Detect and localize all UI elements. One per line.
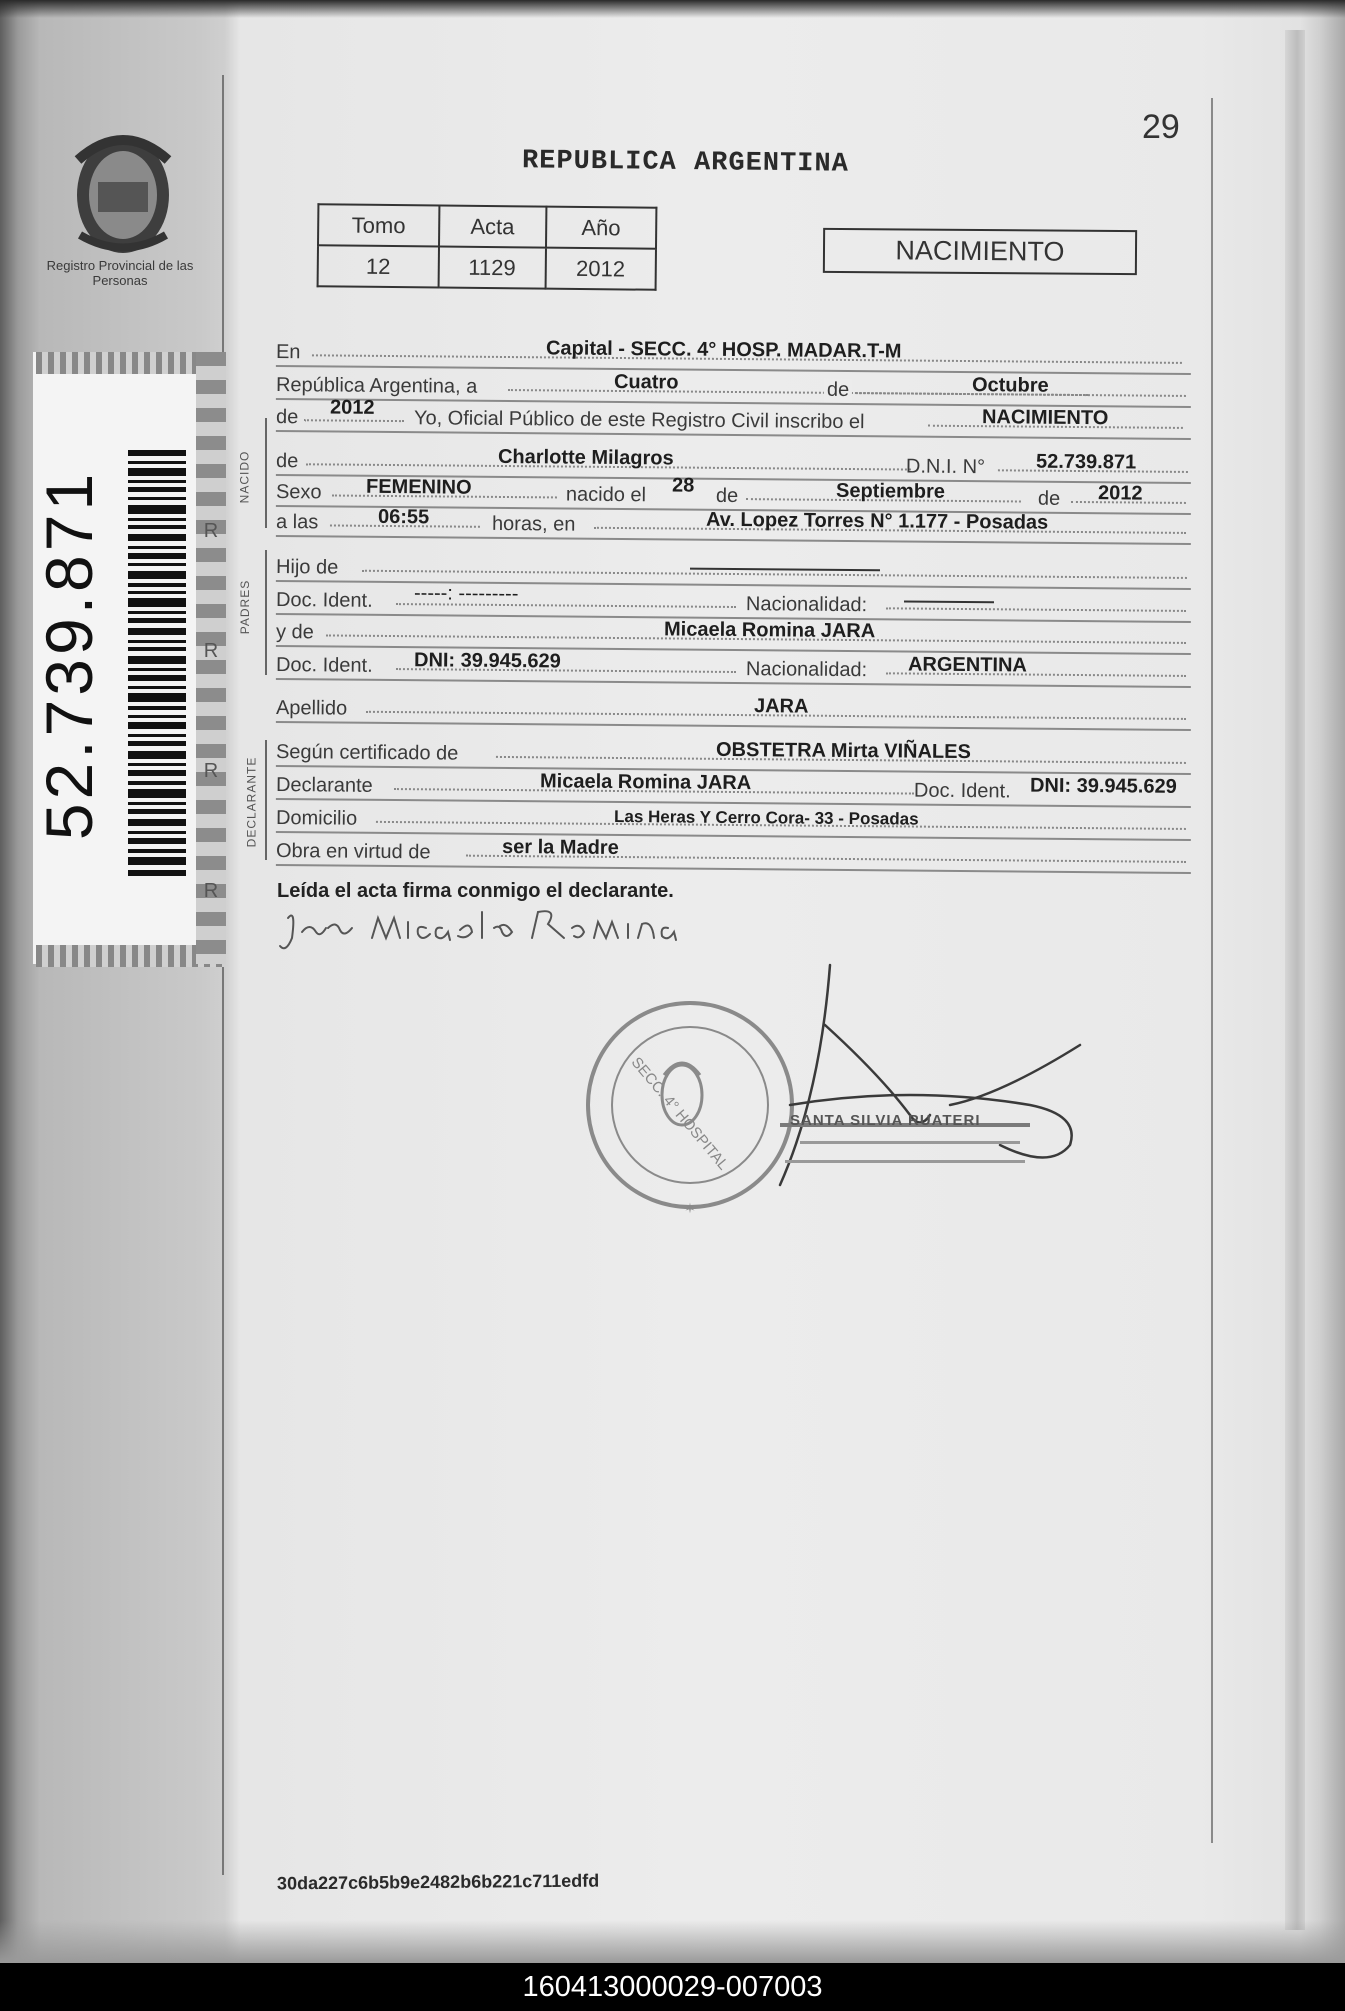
birth-day: 28 [671, 474, 695, 497]
hijo-label: Hijo de [275, 556, 339, 579]
obra-value: ser la Madre [501, 835, 619, 859]
hologram-r-icon: R [203, 640, 219, 662]
domicilio-label: Domicilio [275, 807, 358, 830]
birth-month: Septiembre [835, 479, 946, 503]
section-bar-nacido [265, 418, 267, 528]
section-bar-padres [265, 550, 267, 675]
dotted-line [886, 607, 1186, 612]
blank-dash [690, 568, 880, 572]
record-header-acta: Acta [439, 205, 546, 247]
section-label-nacido: NACIDO [237, 450, 252, 504]
hora-label: a las [275, 511, 319, 534]
record-value-acta: 1129 [438, 246, 545, 288]
year-prefix: de [275, 406, 299, 429]
inscribe-value: NACIMIENTO [981, 406, 1109, 430]
section-label-declarante: DECLARANTE [244, 756, 259, 848]
top-shadow [0, 0, 1345, 18]
en-value: Capital - SECC. 4° HOSP. MADAR.T-M [545, 337, 902, 363]
section-label-padres: PADRES [238, 579, 253, 635]
page-bottom-shadow [0, 1920, 1345, 1963]
hologram-r-icon: R [203, 520, 219, 542]
nac2-value: ARGENTINA [907, 653, 1028, 677]
doc2-label: Doc. Ident. [275, 654, 373, 677]
record-header-tomo: Tomo [318, 204, 439, 246]
nac2-label: Nacionalidad: [745, 658, 868, 682]
republica-label: República Argentina, a [275, 374, 478, 398]
de-label: de [824, 379, 852, 402]
footer-code: 160413000029-007003 [522, 1971, 823, 2003]
declarante-label: Declarante [275, 774, 373, 797]
frame-line [1211, 98, 1213, 1843]
coat-of-arms-icon [58, 120, 188, 260]
declarante-value: Micaela Romina JARA [539, 770, 752, 795]
doc1-label: Doc. Ident. [275, 589, 373, 612]
en-label: En [275, 341, 301, 364]
sticker-id-number [34, 390, 104, 920]
record-table-header-row [318, 204, 656, 249]
svg-text:✶: ✶ [684, 1200, 696, 1216]
nac1-label: Nacionalidad: [745, 593, 868, 617]
officer-stamp-name: SANTA SILVIA RUATERI [790, 1112, 981, 1129]
sexo-label: Sexo [275, 481, 322, 504]
spine-line [222, 75, 224, 1875]
record-table-value-row [318, 245, 656, 290]
apellido-label: Apellido [275, 697, 348, 720]
record-table [317, 203, 658, 291]
obra-label: Obra en virtud de [275, 840, 431, 864]
year-value: 2012 [329, 396, 375, 419]
record-header-anio: Año [546, 207, 657, 249]
hologram-r-icon: R [203, 760, 219, 782]
page-edge [1285, 30, 1305, 1930]
dni-label: D.N.I. N° [905, 455, 986, 479]
footer-code-bar [0, 1963, 1345, 2011]
month-word: Octubre [971, 374, 1049, 397]
document-hash: 30da227c6b5b9e2482b6b221c711edfd [276, 1870, 600, 1894]
coat-of-arms-label: Registro Provincial de las Personas [46, 258, 194, 288]
act-type-box: NACIMIENTO [823, 228, 1137, 275]
barcode-icon [128, 450, 186, 880]
hora-value: 06:55 [377, 505, 430, 529]
doc1-value: -----: --------- [413, 582, 519, 606]
horas-label: horas, en [491, 512, 576, 536]
nacido-label: nacido el [565, 483, 647, 507]
birth-de-label: de [715, 484, 739, 508]
certificado-value: OBSTETRA Mirta VIÑALES [715, 738, 971, 764]
section-bar-declarante [265, 740, 267, 860]
official-stamp [580, 955, 1120, 1225]
lugar-value: Av. Lopez Torres N° 1.177 - Posadas [705, 508, 1049, 534]
doc2-value: DNI: 39.945.629 [413, 649, 561, 673]
child-name: Charlotte Milagros [497, 445, 674, 470]
madre-name: Micaela Romina JARA [663, 618, 876, 643]
child-de-label: de [275, 450, 299, 473]
declarant-signature [276, 898, 706, 958]
domicilio-value: Las Heras Y Cerro Cora- 33 - Posadas [613, 806, 919, 829]
sticker-id-text: 52.739.871 [32, 469, 106, 841]
page-number: 29 [1142, 108, 1180, 146]
doc-decl-value: DNI: 39.945.629 [1029, 774, 1177, 798]
document-heading: REPUBLICA ARGENTINA [521, 146, 850, 180]
doc-decl-label: Doc. Ident. [913, 779, 1011, 803]
certificado-label: Según certificado de [275, 741, 459, 765]
birth-de2-label: de [1037, 487, 1061, 510]
yde-label: y de [275, 621, 314, 644]
record-value-anio: 2012 [545, 248, 656, 290]
apellido-value: JARA [753, 695, 809, 718]
hologram-r-icon: R [203, 880, 219, 902]
record-value-tomo: 12 [318, 245, 439, 287]
stamp-text: SECC. 4° HOSPITAL [627, 1053, 732, 1174]
oficial-text: Yo, Oficial Público de este Registro Civil inscribo el [413, 407, 865, 434]
birth-year: 2012 [1097, 482, 1143, 505]
dni-value: 52.739.871 [1035, 450, 1137, 474]
sexo-value: FEMENINO [365, 475, 472, 499]
dotted-line [362, 570, 1187, 579]
day-word: Cuatro [613, 370, 679, 394]
blank-dash [904, 600, 994, 603]
closing-statement: Leída el acta firma conmigo el declarante. [277, 880, 674, 902]
